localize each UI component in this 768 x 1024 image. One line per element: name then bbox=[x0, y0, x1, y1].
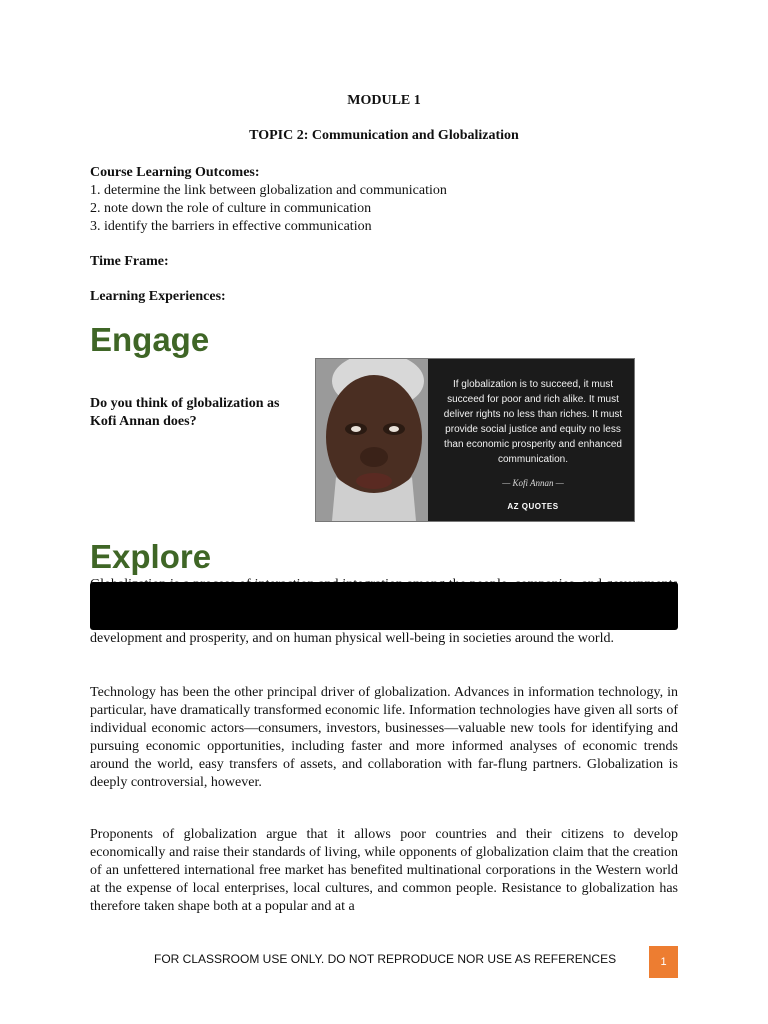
outcomes-heading: Course Learning Outcomes: bbox=[90, 165, 260, 180]
footer-notice: FOR CLASSROOM USE ONLY. DO NOT REPRODUCE NOR USE AS REFERENCES bbox=[154, 952, 617, 966]
quote-image bbox=[315, 358, 635, 522]
redaction-overlay bbox=[90, 582, 678, 630]
quote-text: If globalization is to succeed, it must succeed for poor and rich alike. It must deliver rights no less than riches. It must provide social justice and equity no less than economic prosperity and enhanced communication. bbox=[443, 379, 623, 465]
quote-brand-logo: AZ QUOTES bbox=[507, 502, 559, 511]
portrait-image bbox=[316, 359, 428, 521]
topic-title: TOPIC 2: Communication and Globalization bbox=[249, 128, 519, 143]
learning-outcomes bbox=[90, 164, 680, 236]
explore-heading: Explore bbox=[90, 538, 212, 575]
engage-question: Do you think of globalization as Kofi Annan does? bbox=[90, 396, 280, 429]
outcome-item: 3. identify the barriers in effective communication bbox=[90, 219, 372, 234]
engage-heading: Engage bbox=[90, 321, 210, 358]
time-frame-label: Time Frame: bbox=[90, 254, 169, 269]
learning-experiences-label: Learning Experiences: bbox=[90, 289, 226, 304]
page-number: 1 bbox=[649, 946, 678, 978]
explore-paragraph: development and prosperity, and on human physical well-being in societies around the world. bbox=[90, 631, 614, 646]
explore-paragraph: Proponents of globalization argue that it allows poor countries and their citizens to develop economically and raise their standards of living, while opponents of globalization claim that the creation of an unfettered international free market has benefited multinational corporations in the Western world at the expense of local enterprises, local cultures, and common people. Resistance to globalization has therefore taken shape both at a popular and at a bbox=[90, 827, 678, 914]
explore-paragraph: Technology has been the other principal driver of globalization. Advances in information technology, in particular, have dramatically transformed economic life. Information technologies have given all sorts of individual economic actors—consumers, investors, businesses—valuable new tools for identifying and pursuing economic opportunities, including faster and more informed analyses of economic trends around the world, easy transfers of assets, and collaboration with far-flung partners. Globalization is deeply controversial, however. bbox=[90, 685, 678, 790]
quote-author: — Kofi Annan — bbox=[502, 478, 564, 488]
outcome-item: 1. determine the link between globalization and communication bbox=[90, 183, 447, 198]
outcome-item: 2. note down the role of culture in communication bbox=[90, 201, 372, 216]
module-title: MODULE 1 bbox=[347, 93, 421, 108]
portrait-drawing bbox=[316, 359, 428, 521]
